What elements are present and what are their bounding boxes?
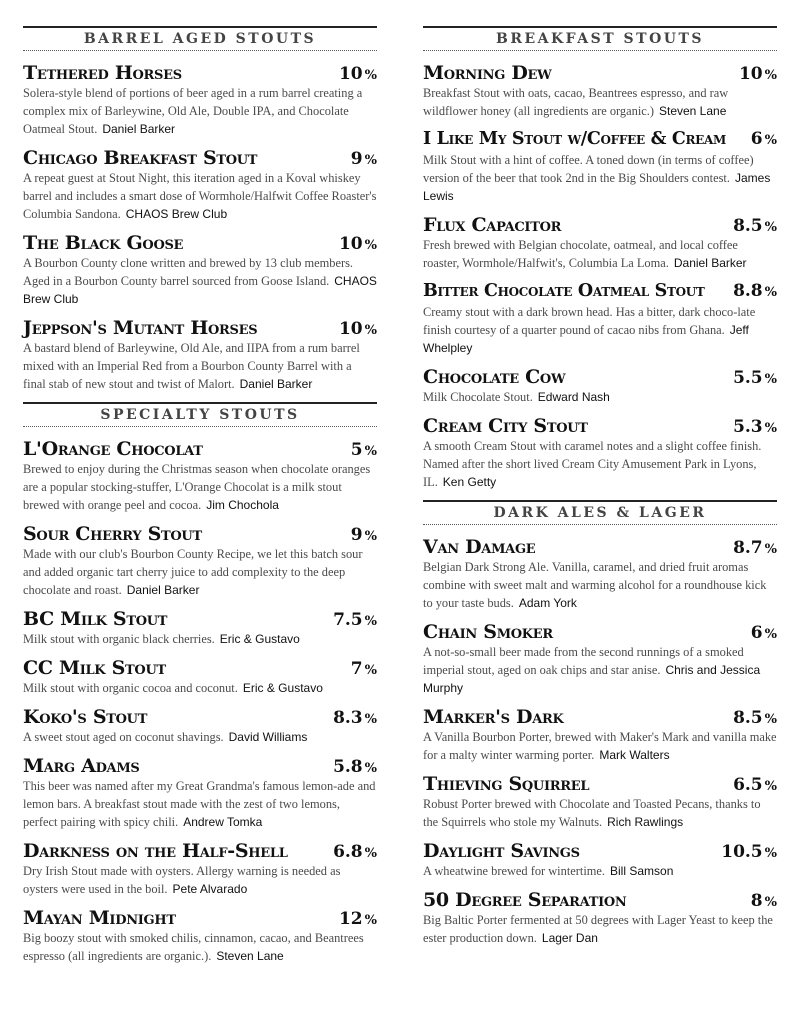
beer-name: Daylight Savings xyxy=(423,840,580,862)
section-heading: BREAKFAST STOUTS xyxy=(423,26,777,51)
beer-brewer: Edward Nash xyxy=(537,390,610,404)
beer-description: This beer was named after my Great Grandma's famous lemon-ade and lemon bars. A breakfast stout made with the zest of two lemons, perfect pairing with spicy chili. Andrew Tomka xyxy=(23,779,376,829)
beer-item xyxy=(23,907,377,965)
beer-description: A bastard blend of Barleywine, Old Ale, and IIPA from a rum barrel mixed with an Imperial Red from a Bourbon County Barrel with a final stab of new stout and twist of Malort. Daniel Barker xyxy=(23,341,360,391)
beer-description: A sweet stout aged on coconut shavings. David Williams xyxy=(23,730,308,744)
beer-name: L'Orange Chocolat xyxy=(23,438,203,460)
beer-abv: 6.8 % xyxy=(333,842,377,862)
beer-brewer: James Lewis xyxy=(423,171,771,203)
beer-brewer: Pete Alvarado xyxy=(172,882,248,896)
beer-name: Koko's Stout xyxy=(23,706,148,728)
beer-name: Morning Dew xyxy=(423,62,552,84)
beer-brewer: CHAOS Brew Club xyxy=(125,207,228,221)
beer-brewer: Eric & Gustavo xyxy=(242,681,323,695)
beer-abv: 10 % xyxy=(338,64,377,84)
beer-name: Chicago Breakfast Stout xyxy=(23,147,258,169)
beer-item xyxy=(23,317,377,393)
beer-item xyxy=(23,232,377,308)
beer-name: Marker's Dark xyxy=(423,706,564,728)
beer-name: 50 Degree Separation xyxy=(423,889,627,911)
beer-item xyxy=(23,755,377,831)
beer-item xyxy=(423,415,777,491)
beer-description: A Bourbon County clone written and brewed by 13 club members. Aged in a Bourbon County barrel sourced from Goose Island. CHAOS Brew Club xyxy=(23,256,377,306)
section-specialty-stouts xyxy=(23,402,377,965)
beer-abv: 10.5 % xyxy=(721,842,777,862)
beer-name: Mayan Midnight xyxy=(23,907,176,929)
beer-item xyxy=(423,621,777,697)
beer-name: CC Milk Stout xyxy=(23,657,166,679)
beer-abv: 7.5 % xyxy=(333,610,377,630)
beer-abv: 9 % xyxy=(350,149,377,169)
beer-name: Cream City Stout xyxy=(423,415,588,437)
beer-description: Milk Chocolate Stout. Edward Nash xyxy=(423,390,610,404)
beer-abv: 6 % xyxy=(750,129,777,149)
beer-brewer: Eric & Gustavo xyxy=(219,632,300,646)
beer-item xyxy=(423,536,777,612)
beer-abv: 5.8 % xyxy=(333,757,377,777)
beer-brewer: Bill Samson xyxy=(610,864,674,878)
beer-brewer: Adam York xyxy=(518,596,577,610)
section-heading: DARK ALES & LAGER xyxy=(423,500,777,525)
left-column xyxy=(23,26,377,974)
beer-abv: 8.8 % xyxy=(733,281,777,301)
beer-brewer: David Williams xyxy=(228,730,308,744)
beer-name: Chocolate Cow xyxy=(423,366,566,388)
section-heading: BARREL AGED STOUTS xyxy=(23,26,377,51)
beer-abv: 8.7 % xyxy=(733,538,777,558)
beer-brewer: Steven Lane xyxy=(216,949,284,963)
beer-item xyxy=(23,657,377,697)
beer-name: Sour Cherry Stout xyxy=(23,523,202,545)
beer-brewer: Andrew Tomka xyxy=(183,815,263,829)
beer-description: Creamy stout with a dark brown head. Has a bitter, dark choco-late finish courtesy of a quarter pound of cacao nibs from Ghana. Jeff Whelpley xyxy=(423,305,756,355)
beer-item xyxy=(23,706,377,746)
beer-name: I Like My Stout w/Coffee & Cream xyxy=(423,129,727,149)
beer-description: Milk stout with organic cocoa and coconut. Eric & Gustavo xyxy=(23,681,323,695)
beer-brewer: Chris and Jessica Murphy xyxy=(423,663,761,695)
beer-description: Made with our club's Bourbon County Recipe, we let this batch sour and added organic tart cherry juice to add complexity to the deep chocolate and roast. Daniel Barker xyxy=(23,547,363,597)
beer-name: Jeppson's Mutant Horses xyxy=(23,317,258,339)
beer-item xyxy=(423,214,777,272)
beer-abv: 10 % xyxy=(338,319,377,339)
section-heading: SPECIALTY STOUTS xyxy=(23,402,377,427)
beer-description: A repeat guest at Stout Night, this iteration aged in a Koval whiskey barrel and includes a smart dose of Wormhole/Halfwit Coffee Roaster's Columbia Sandona. CHAOS Brew Club xyxy=(23,171,377,221)
beer-brewer: Lager Dan xyxy=(541,931,598,945)
beer-abv: 7 % xyxy=(350,659,377,679)
beer-name: Tethered Horses xyxy=(23,62,182,84)
beer-description: Dry Irish Stout made with oysters. Allergy warning is needed as oysters were used in the boil. Pete Alvarado xyxy=(23,864,341,896)
beer-brewer: Daniel Barker xyxy=(239,377,313,391)
beer-item xyxy=(23,608,377,648)
beer-abv: 5.3 % xyxy=(733,417,777,437)
beer-brewer: Mark Walters xyxy=(599,748,670,762)
section-barrel-aged-stouts xyxy=(23,26,377,393)
beer-description: Brewed to enjoy during the Christmas season when chocolate oranges are a popular stocking-stuffer, L'Orange Chocolat is a milk stout brewed with orange peel and cocoa. Jim Chochola xyxy=(23,462,371,512)
beer-abv: 6 % xyxy=(750,623,777,643)
beer-item xyxy=(423,706,777,764)
beer-description: A smooth Cream Stout with caramel notes and a slight coffee finish. Named after the short lived Cream City Amusement Park in Lyons, IL. Ken Getty xyxy=(423,439,762,489)
beer-item xyxy=(423,129,777,205)
beer-description: Belgian Dark Strong Ale. Vanilla, caramel, and dried fruit aromas combine with sweet malt and warming alcohol for a roundhouse kick to your taste buds. Adam York xyxy=(423,560,767,610)
beer-brewer: Steven Lane xyxy=(658,104,727,118)
section-dark-ales-lager xyxy=(423,500,777,947)
beer-description: Milk stout with organic black cherries. Eric & Gustavo xyxy=(23,632,300,646)
beer-abv: 9 % xyxy=(350,525,377,545)
beer-description: A Vanilla Bourbon Porter, brewed with Maker's Mark and vanilla make for a malty winter warming porter. Mark Walters xyxy=(423,730,777,762)
beer-abv: 8.3 % xyxy=(333,708,377,728)
beer-name: BC Milk Stout xyxy=(23,608,168,630)
beer-item xyxy=(423,889,777,947)
beer-abv: 6.5 % xyxy=(733,775,777,795)
beer-item xyxy=(423,62,777,120)
beer-item xyxy=(423,773,777,831)
beer-abv: 8.5 % xyxy=(733,708,777,728)
beer-description: Breakfast Stout with oats, cacao, Beantrees espresso, and raw wildflower honey (all ingredients are organic.) Steven Lane xyxy=(423,86,729,118)
beer-name: Bitter Chocolate Oatmeal Stout xyxy=(423,281,705,301)
beer-description: A not-so-small beer made from the second runnings of a smoked imperial stout, aged on oak chips and star anise. Chris and Jessica Murphy xyxy=(423,645,761,695)
beer-brewer: Jim Chochola xyxy=(206,498,279,512)
beer-name: Thieving Squirrel xyxy=(423,773,590,795)
beer-name: The Black Goose xyxy=(23,232,184,254)
beer-item xyxy=(423,840,777,880)
beer-name: Van Damage xyxy=(423,536,536,558)
beer-brewer: Jeff Whelpley xyxy=(423,323,749,355)
beer-abv: 10 % xyxy=(338,234,377,254)
beer-description: Fresh brewed with Belgian chocolate, oatmeal, and local coffee roaster, Wormhole/Halfwit's, Columbia La Loma. Daniel Barker xyxy=(423,238,747,270)
beer-item xyxy=(23,840,377,898)
beer-name: Darkness on the Half-Shell xyxy=(23,840,288,862)
beer-description: A wheatwine brewed for wintertime. Bill Samson xyxy=(423,864,674,878)
beer-item xyxy=(23,147,377,223)
beer-abv: 5.5 % xyxy=(733,368,777,388)
beer-description: Robust Porter brewed with Chocolate and Toasted Pecans, thanks to the Squirrels who stole my Walnuts. Rich Rawlings xyxy=(423,797,761,829)
beer-description: Big boozy stout with smoked chilis, cinnamon, cacao, and Beantrees espresso (all ingredients are organic.). Steven Lane xyxy=(23,931,364,963)
beer-brewer: Rich Rawlings xyxy=(607,815,684,829)
beer-brewer: Daniel Barker xyxy=(673,256,747,270)
beer-abv: 12 % xyxy=(338,909,377,929)
beer-abv: 8.5 % xyxy=(733,216,777,236)
section-breakfast-stouts xyxy=(423,26,777,491)
beer-abv: 5 % xyxy=(350,440,377,460)
beer-name: Flux Capacitor xyxy=(423,214,562,236)
beer-item xyxy=(23,62,377,138)
beer-name: Marg Adams xyxy=(23,755,140,777)
beer-description: Solera-style blend of portions of beer aged in a rum barrel creating a complex mix of Barleywine, Old Ale, Double IPA, and Chocolate Oatmeal Stout. Daniel Barker xyxy=(23,86,363,136)
beer-description: Milk Stout with a hint of coffee. A toned down (in terms of coffee) version of the beer that took 2nd in the Big Shoulders contest. James Lewis xyxy=(423,153,771,203)
beer-brewer: CHAOS Brew Club xyxy=(23,274,377,306)
beer-abv: 10 % xyxy=(738,64,777,84)
beer-abv: 8 % xyxy=(750,891,777,911)
beer-description: Big Baltic Porter fermented at 50 degrees with Lager Yeast to keep the ester production down. Lager Dan xyxy=(423,913,773,945)
beer-item xyxy=(23,523,377,599)
beer-item xyxy=(23,438,377,514)
right-column xyxy=(423,26,777,956)
beer-brewer: Daniel Barker xyxy=(126,583,200,597)
beer-item xyxy=(423,281,777,357)
beer-name: Chain Smoker xyxy=(423,621,553,643)
beer-item xyxy=(423,366,777,406)
beer-brewer: Ken Getty xyxy=(442,475,497,489)
beer-brewer: Daniel Barker xyxy=(102,122,176,136)
